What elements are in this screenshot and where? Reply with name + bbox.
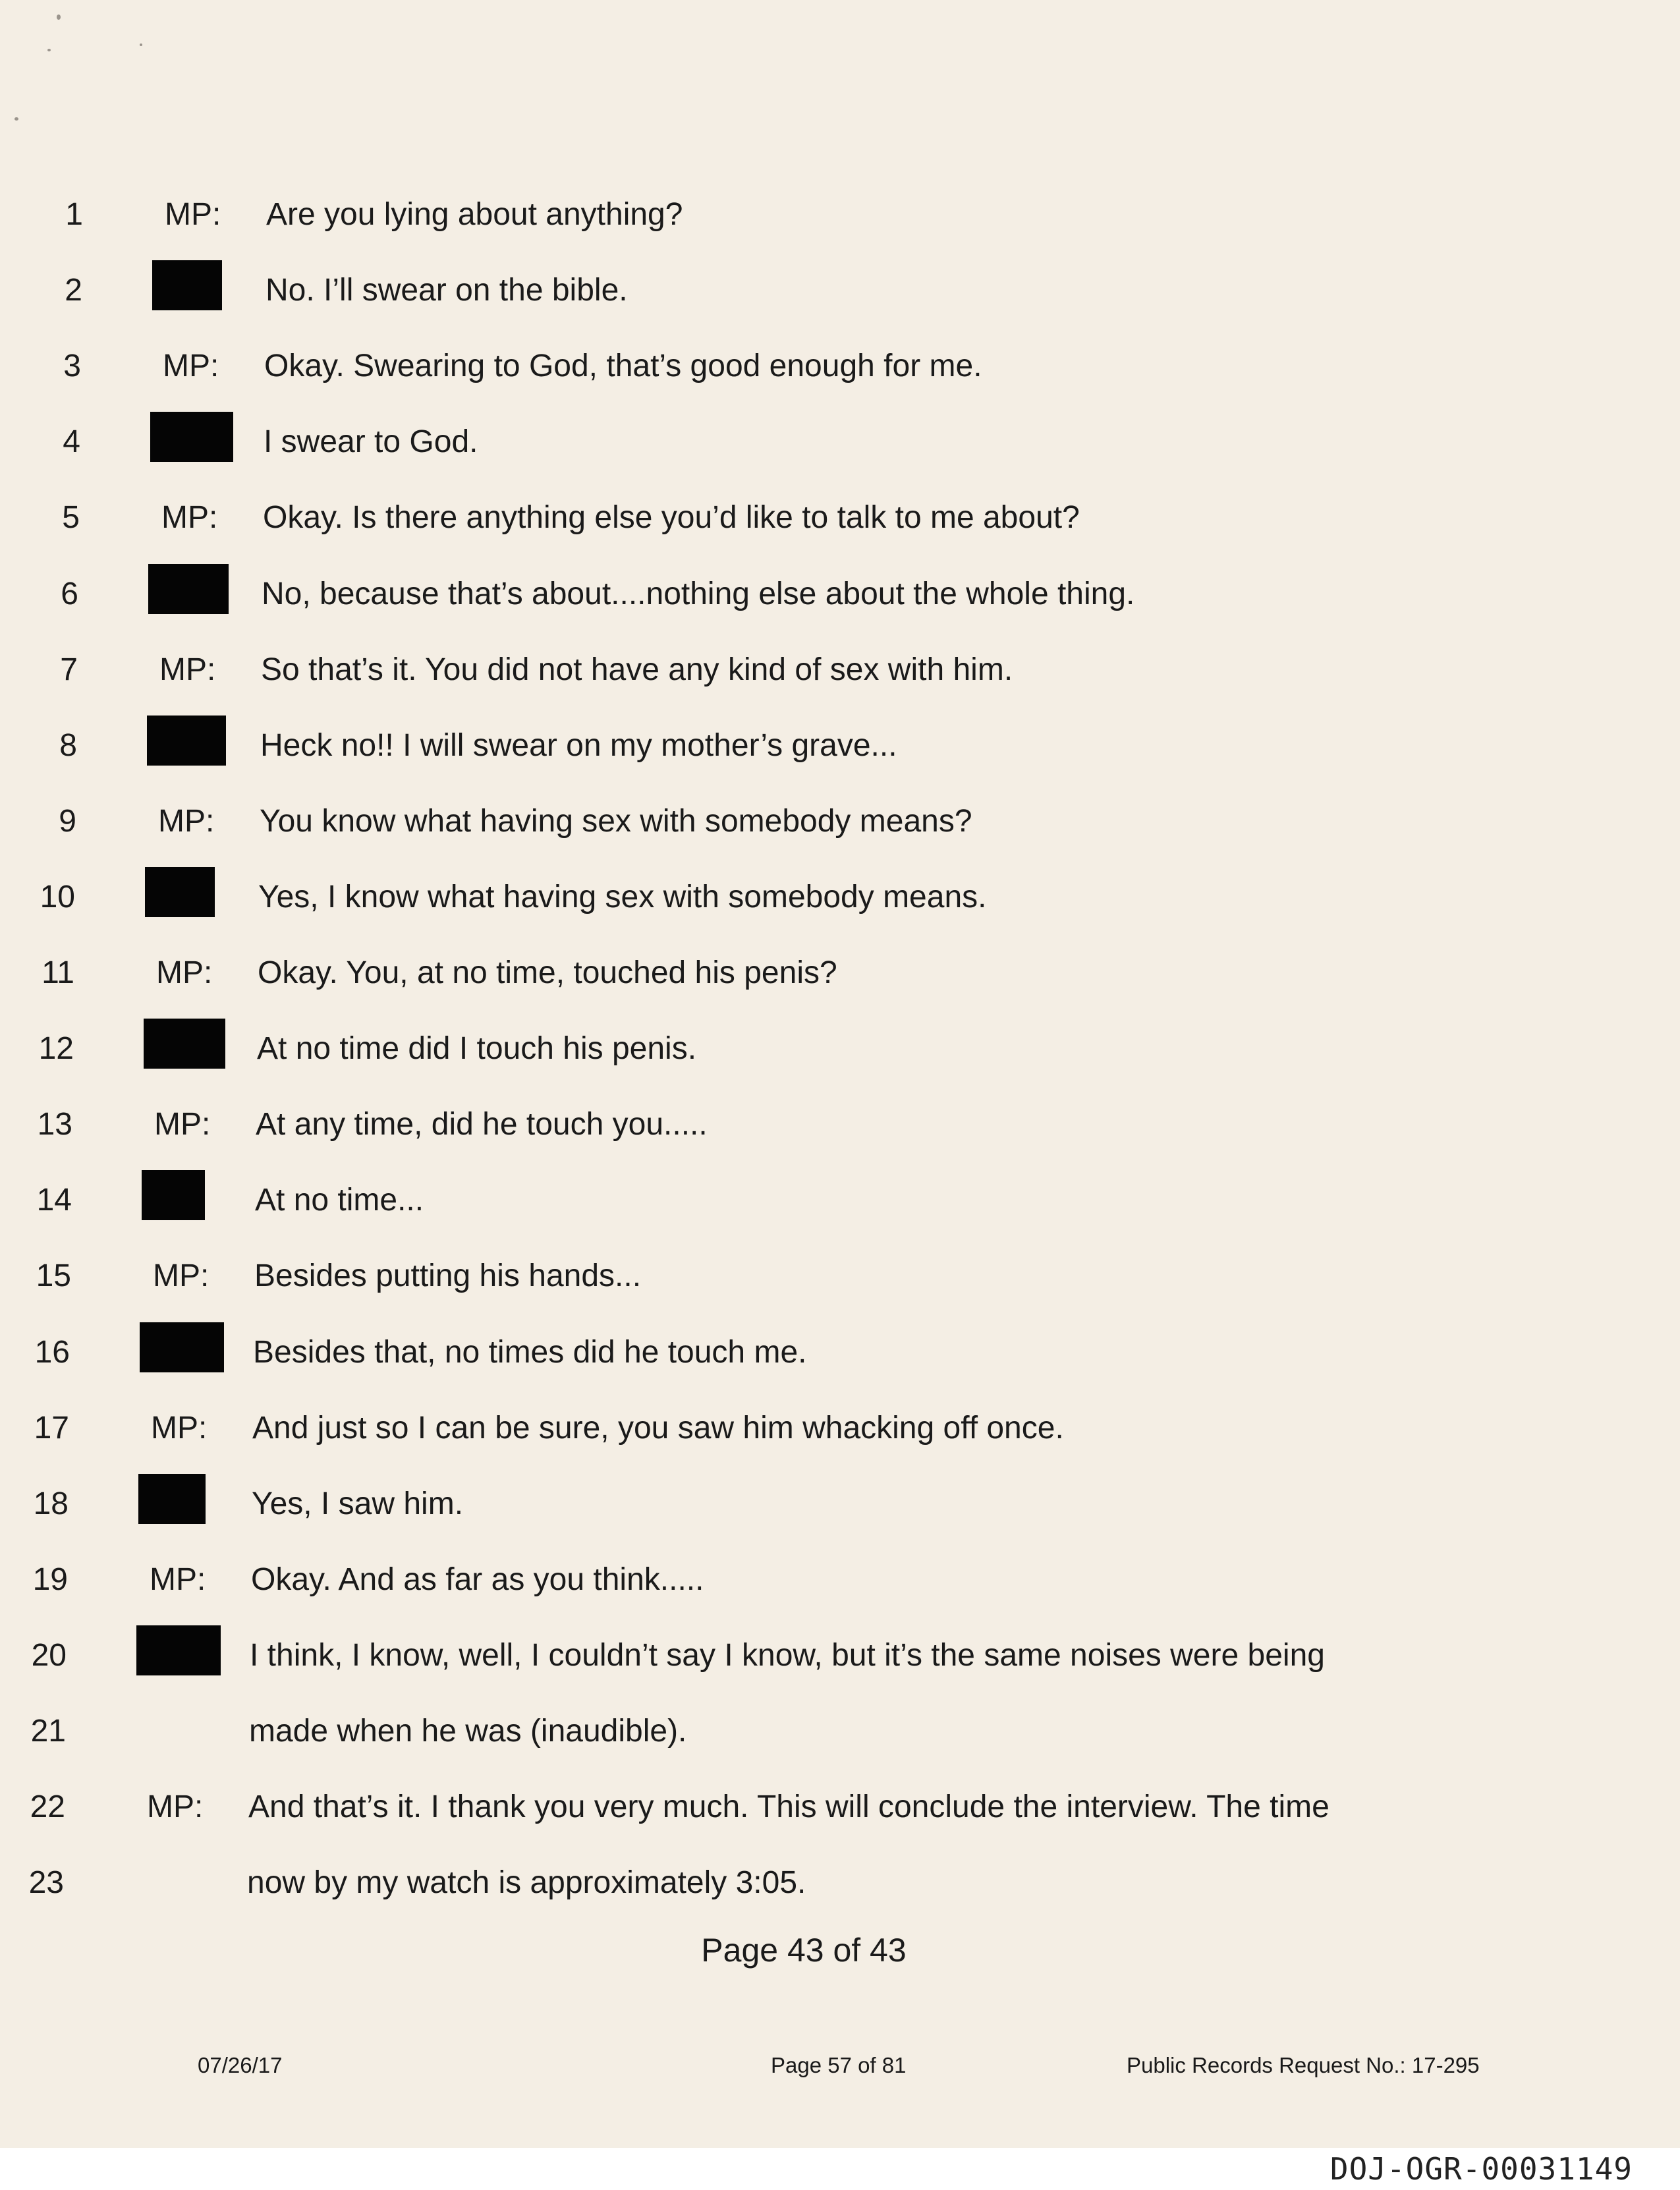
utterance-text: Are you lying about anything? [266,197,683,232]
transcript-line [0,1098,1680,1151]
transcript-line [0,795,1680,848]
transcript-line [0,1554,1680,1606]
utterance-text: No. I’ll swear on the bible. [266,273,628,308]
utterance-text: made when he was (inaudible). [249,1714,687,1749]
scan-speck [140,43,142,46]
redaction-bar [145,867,215,917]
redaction-bar [140,1322,224,1372]
speaker-label: MP: [165,197,221,232]
footer-records-request: Public Records Request No.: 17-295 [1127,2053,1480,2077]
redaction-bar [142,1170,205,1220]
line-number: 7 [60,652,78,687]
transcript-line [0,644,1680,696]
line-number: 18 [33,1486,69,1521]
transcript-line [0,1478,1680,1530]
transcript-line [0,1629,1680,1682]
utterance-text: No, because that’s about....nothing else about the whole thing. [262,576,1135,611]
line-number: 23 [28,1865,64,1900]
line-number: 2 [65,273,82,308]
transcript-line [0,1705,1680,1758]
line-number: 5 [62,500,80,535]
utterance-text: Heck no!! I will swear on my mother’s grave... [260,728,897,763]
speaker-label: MP: [163,349,219,383]
utterance-text: now by my watch is approximately 3:05. [247,1865,806,1900]
speaker-label: MP: [158,804,215,839]
transcript-line [0,568,1680,621]
line-number: 4 [63,424,80,459]
redaction-bar [152,260,222,310]
transcript-line [0,947,1680,999]
utterance-text: At no time did I touch his penis. [257,1031,697,1066]
bates-number: DOJ-OGR-00031149 [1330,2151,1633,2187]
redaction-bar [138,1474,206,1524]
transcript-line [0,491,1680,544]
speaker-label: MP: [150,1562,206,1597]
transcript-line [0,1402,1680,1455]
transcript-line [0,1781,1680,1834]
line-number: 9 [59,804,76,839]
utterance-text: You know what having sex with somebody means? [260,804,972,839]
scan-speck [14,117,18,121]
speaker-label: MP: [159,652,216,687]
line-number: 14 [36,1183,72,1218]
redaction-bar [150,412,233,462]
line-number: 13 [37,1107,72,1142]
transcript-line [0,1174,1680,1227]
speaker-label: MP: [156,955,213,990]
scan-speck [57,14,61,20]
line-number: 11 [42,955,74,990]
line-number: 21 [30,1714,66,1749]
utterance-text: Okay. Is there anything else you’d like to talk to me about? [263,500,1080,535]
line-number: 6 [61,576,78,611]
transcript-line [0,1023,1680,1075]
utterance-text: Yes, I saw him. [252,1486,464,1521]
utterance-text: I think, I know, well, I couldn’t say I know, but it’s the same noises were being [250,1638,1325,1673]
speaker-label: MP: [161,500,218,535]
line-number: 22 [30,1789,65,1824]
transcript-line [0,188,1680,241]
transcript-line [0,1857,1680,1909]
utterance-text: Okay. And as far as you think..... [251,1562,704,1597]
line-number: 15 [36,1258,71,1293]
line-number: 20 [31,1638,67,1673]
line-number: 1 [65,197,83,232]
utterance-text: And that’s it. I thank you very much. This will conclude the interview. The time [248,1789,1330,1824]
utterance-text: Okay. You, at no time, touched his penis? [258,955,837,990]
redaction-bar [148,564,229,614]
transcript-line [0,1326,1680,1379]
transcript-page-number: Page 43 of 43 [701,1932,907,1969]
utterance-text: So that’s it. You did not have any kind of sex with him. [261,652,1013,687]
line-number: 3 [63,349,81,383]
transcript-line [0,416,1680,468]
redaction-bar [136,1625,221,1675]
line-number: 12 [38,1031,74,1066]
utterance-text: And just so I can be sure, you saw him whacking off once. [252,1411,1064,1446]
transcript-line [0,340,1680,393]
utterance-text: I swear to God. [264,424,478,459]
line-number: 16 [34,1335,70,1370]
speaker-label: MP: [154,1107,211,1142]
utterance-text: At any time, did he touch you..... [256,1107,708,1142]
utterance-text: Besides putting his hands... [254,1258,642,1293]
line-number: 17 [34,1411,69,1446]
footer-date: 07/26/17 [198,2053,283,2077]
speaker-label: MP: [147,1789,204,1824]
scan-speck [47,49,51,51]
transcript-line [0,1250,1680,1303]
utterance-text: Okay. Swearing to God, that’s good enough for me. [264,349,982,383]
utterance-text: Besides that, no times did he touch me. [253,1335,807,1370]
redaction-bar [147,716,226,766]
speaker-label: MP: [151,1411,208,1446]
line-number: 8 [59,728,77,763]
speaker-label: MP: [153,1258,210,1293]
line-number: 10 [40,880,75,914]
utterance-text: Yes, I know what having sex with somebody means. [258,880,987,914]
transcript-line [0,264,1680,317]
transcript-line [0,719,1680,772]
utterance-text: At no time... [255,1183,424,1218]
footer-page-count: Page 57 of 81 [771,2053,907,2077]
redaction-bar [144,1019,225,1069]
transcript-line [0,871,1680,924]
line-number: 19 [32,1562,68,1597]
